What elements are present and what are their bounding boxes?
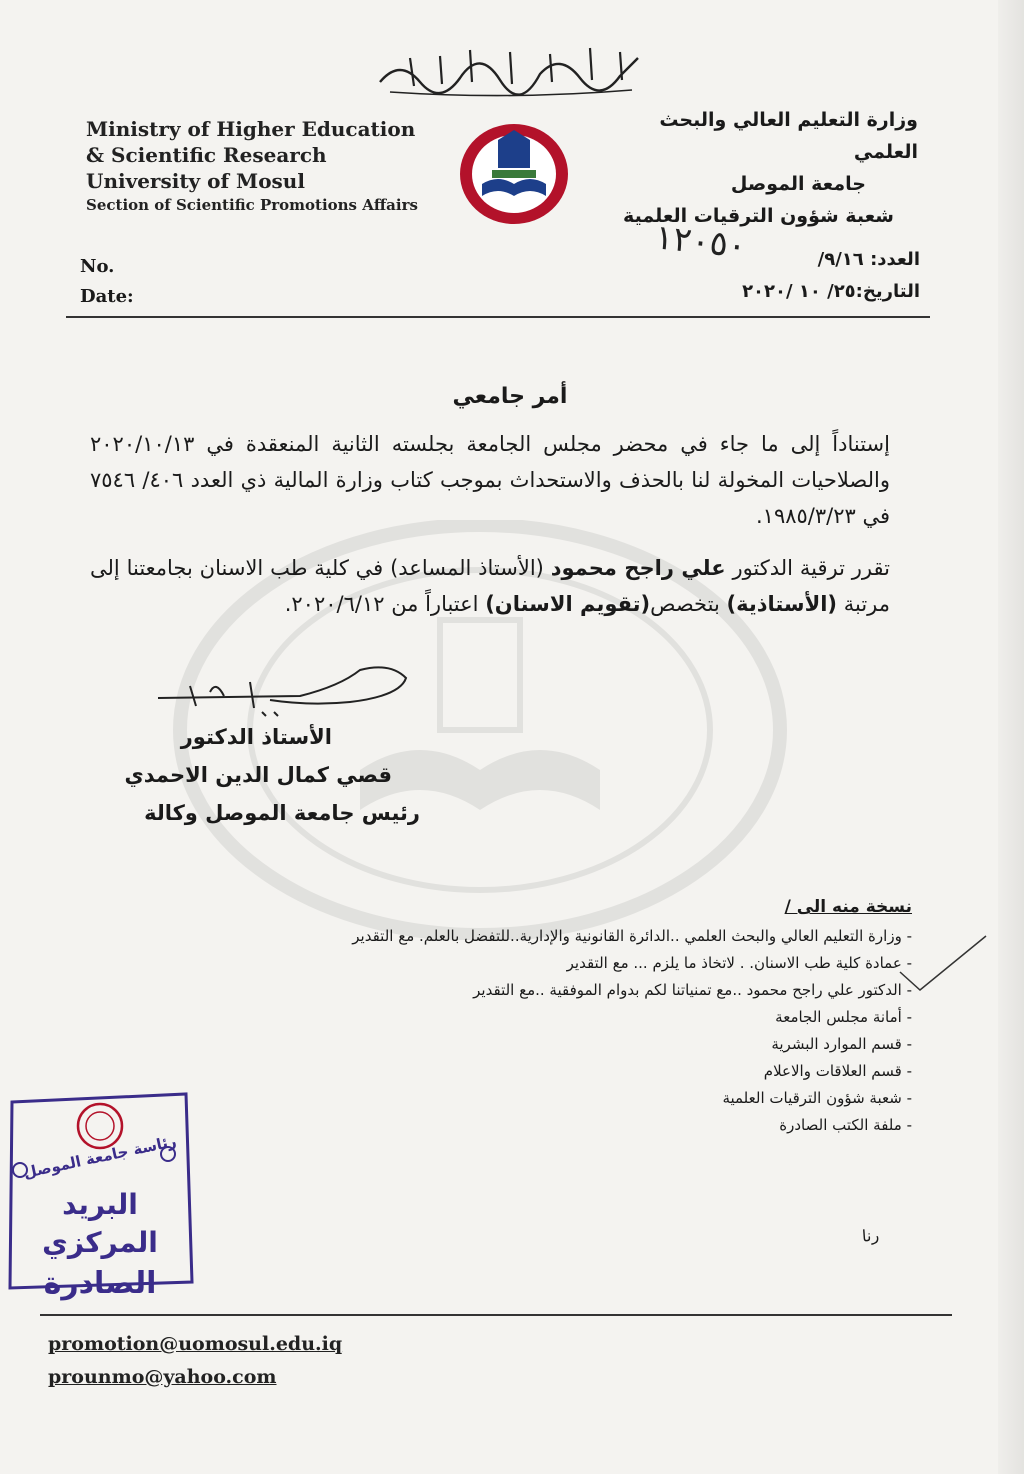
ministry-name-ar: وزارة التعليم العالي والبحث العلمي	[659, 109, 918, 163]
ar-number: العدد: ٩/١٦/	[817, 249, 920, 270]
research-name-en: & Scientific Research	[86, 143, 327, 167]
copies-list	[112, 894, 912, 1139]
promotion-specialty: (تقويم الاسنان)	[485, 592, 651, 616]
signatory-title: الأستاذ الدكتور	[180, 725, 332, 749]
list-item: - عمادة كلية طب الاسنان. . لاتخاذ ما يلزم ... مع التقدير	[112, 950, 912, 977]
section-name-ar: شعبة شؤون الترقيات العلمية	[623, 205, 894, 227]
footer-divider	[40, 1314, 952, 1316]
order-body	[90, 426, 890, 622]
email-link-2[interactable]: prounmo@yahoo.com	[48, 1366, 277, 1388]
list-item: - قسم العلاقات والاعلام	[112, 1058, 912, 1085]
stamp-line-1: البريد المركزي	[42, 1188, 158, 1259]
header-divider	[66, 316, 930, 318]
order-paragraph-1: إستناداً إلى ما جاء في محضر مجلس الجامعة بجلسته الثانية المنعقدة في ٢٠٢٠/١٠/١٣ والصلاحيات المخولة لنا بالحذف والاستحداث بموجب كتاب وزارة المالية ذي العدد ٤٠٦/ ٧٥٤٦ في ١٩٨٥/٣/٢٣.	[90, 432, 890, 528]
english-letterhead	[86, 116, 418, 216]
handwritten-signature	[150, 656, 410, 726]
list-item: - وزارة التعليم العالي والبحث العلمي ..الدائرة القانونية والإدارية..للتفضل بالعلم. مع التقدير	[112, 923, 912, 950]
promotion-text-a: تقرر ترقية الدكتور	[732, 556, 890, 580]
arabic-letterhead	[618, 104, 918, 232]
email-link-1[interactable]: promotion@uomosul.edu.iq	[48, 1333, 343, 1355]
reference-ar	[590, 244, 920, 308]
promotion-text-d: اعتباراً من ٢٠٢٠/٦/١٢.	[284, 592, 479, 616]
list-item: - أمانة مجلس الجامعة	[112, 1004, 912, 1031]
check-mark-icon	[890, 932, 990, 1002]
handwritten-number: ١٢٠٥٠	[653, 217, 749, 267]
promotion-text-b: (الأستاذ المساعد) في كلية طب الاسنان بجامعتنا إلى مرتبة	[90, 556, 890, 616]
signatory-name: قصي كمال الدين الاحمدي	[124, 763, 392, 787]
promoted-person-name: علي راجح محمود	[550, 556, 726, 580]
section-name-en: Section of Scientific Promotions Affairs	[86, 196, 418, 214]
document-title: أمر جامعي	[452, 384, 568, 409]
list-item: - الدكتور علي راجح محمود ..مع تمنياتنا لكم بدوام الموفقية ..مع التقدير	[112, 977, 912, 1004]
stamp-university: رئاسة جامعة الموصل	[22, 1132, 178, 1182]
list-item: - ملفة الكتب الصادرة	[112, 1112, 912, 1139]
basmala-calligraphy	[370, 38, 650, 102]
ar-date: التاريخ:٢٥/ ١٠ /٢٠٢٠	[742, 281, 920, 302]
no-label: No.	[80, 256, 115, 277]
page-edge-shadow	[998, 0, 1024, 1474]
signatory-block	[120, 718, 420, 832]
promotion-text-c: بتخصص	[650, 592, 720, 616]
copies-heading: نسخة منه الى /	[784, 897, 912, 917]
reference-en	[80, 252, 134, 312]
footer-emails	[48, 1328, 342, 1394]
order-paragraph-2	[90, 550, 890, 622]
stamp-line-2: الصادرة	[43, 1266, 157, 1301]
stamp-text	[10, 1186, 190, 1306]
signatory-position: رئيس جامعة الموصل وكالة	[144, 801, 420, 825]
typist-initials: رنا	[861, 1225, 880, 1246]
list-item: - شعبة شؤون الترقيات العلمية	[112, 1085, 912, 1112]
list-item: - قسم الموارد البشرية	[112, 1031, 912, 1058]
promotion-rank: (الأستاذية)	[726, 592, 838, 616]
university-name-ar: جامعة الموصل	[730, 173, 866, 195]
date-label: Date:	[80, 286, 134, 307]
university-name-en: University of Mosul	[86, 169, 305, 193]
university-logo-icon	[458, 122, 570, 226]
ministry-name-en: Ministry of Higher Education	[86, 117, 416, 141]
